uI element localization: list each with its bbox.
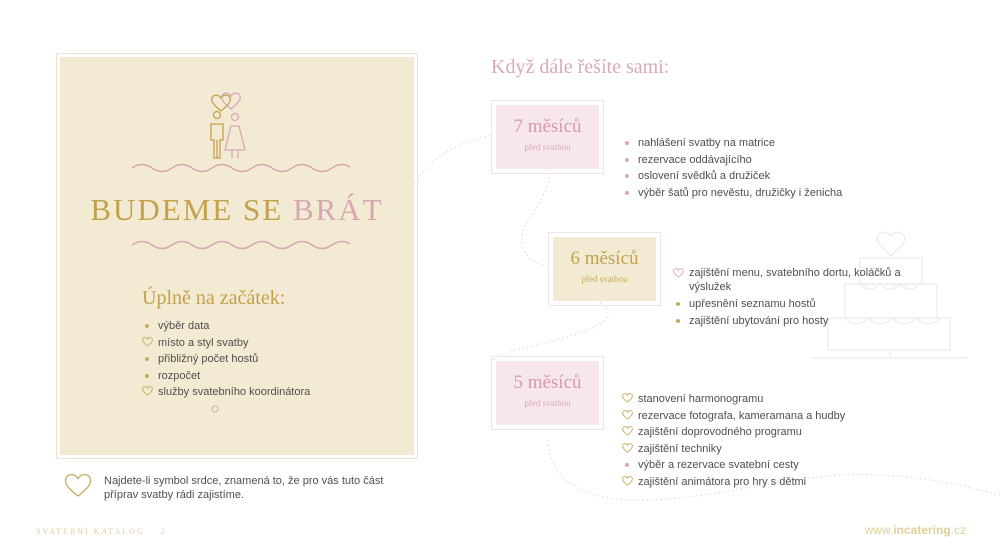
wave-divider-bottom: [130, 238, 350, 252]
stage-before: před svatbou: [524, 142, 571, 152]
timeline-heading: Když dále řešíte sami:: [491, 56, 670, 78]
list-item-text: zajištění techniky: [638, 442, 722, 455]
list-item-text: přibližný počet hostů: [158, 353, 259, 365]
list-item: [622, 424, 845, 441]
stage-months: 6 měsíců: [570, 248, 639, 269]
stage-6-list: [673, 266, 934, 329]
heart-icon: [622, 393, 633, 403]
list-item: [673, 266, 934, 294]
start-heading: Úplně na začátek:: [142, 287, 286, 309]
page-number: 2: [160, 527, 167, 536]
title-part-gold: BUDEME SE: [90, 192, 284, 227]
bullet-dot: [145, 374, 149, 378]
heart-note: Najdete-li symbol srdce, znamená to, že pro vás tuto část příprav svatby rádi zajistíme.: [104, 475, 384, 501]
stage-5-list: [622, 391, 845, 490]
website-prefix: www.: [864, 523, 894, 537]
website-suffix: .cz: [950, 523, 966, 537]
list-item-text: zajištění animátora pro hry s dětmi: [638, 475, 807, 488]
heart-icon: [622, 410, 633, 420]
stage-months: 5 měsíců: [513, 372, 582, 393]
bullet-dot: [625, 158, 629, 162]
list-item-text: nahlášení svatby na matrice: [638, 137, 775, 149]
list-item: [622, 474, 845, 491]
stage-box-7: [496, 105, 599, 169]
list-item-text: upřesnění seznamu hostů: [689, 298, 816, 310]
heart-icon: [622, 426, 633, 436]
list-item: [622, 135, 842, 152]
stage-before: před svatbou: [581, 274, 628, 284]
heart-icon: [142, 386, 153, 396]
catalog-label: SVATEBNÍ KATALOG: [36, 527, 145, 536]
list-item-text: stanovení harmonogramu: [638, 393, 764, 405]
list-item-text: zajištění menu, svatebního dortu, koláčků a výslužek: [689, 267, 901, 293]
stage-months: 7 měsíců: [513, 116, 582, 137]
stage-box-6: [553, 237, 656, 301]
list-item: [142, 318, 310, 335]
list-item-text: rezervace oddávajícího: [638, 153, 752, 166]
website-brand: incatering: [893, 523, 951, 537]
list-item-text: rozpočet: [158, 369, 201, 382]
list-item: [622, 185, 842, 202]
heart-icon: [622, 443, 633, 453]
heart-icon: [64, 473, 92, 498]
bullet-dot: [145, 357, 149, 361]
list-item: [142, 384, 310, 401]
list-item: [622, 408, 845, 425]
couple-icon: [203, 90, 249, 160]
list-item-text: výběr šatů pro nevěstu, družičky i ženicha: [638, 186, 843, 199]
list-item-text: výběr a rezervace svatební cesty: [638, 459, 799, 471]
title-part-pink: BRÁT: [292, 192, 384, 227]
heart-icon: [673, 268, 684, 278]
list-item: [673, 296, 934, 313]
list-item: [622, 441, 845, 458]
list-item: [142, 351, 310, 368]
list-item: [142, 368, 310, 385]
bullet-dot: [625, 174, 629, 178]
list-item: [673, 313, 934, 330]
start-list: [142, 318, 310, 401]
list-item-text: rezervace fotografa, kameramana a hudby: [638, 409, 846, 422]
main-title: [60, 190, 414, 230]
list-item: [622, 168, 842, 185]
list-item: [622, 391, 845, 408]
bullet-dot: [625, 191, 629, 195]
stage-box-5: [496, 361, 599, 425]
heart-icon: [142, 337, 153, 347]
bullet-dot: [676, 319, 680, 323]
footer-catalog: [36, 527, 167, 536]
wave-divider-top: [130, 161, 350, 175]
bullet-dot: [625, 463, 629, 467]
website-link[interactable]: [865, 523, 966, 537]
list-item: [142, 335, 310, 352]
list-item-text: zajištění ubytování pro hosty: [689, 314, 829, 327]
bullet-dot: [625, 141, 629, 145]
list-item-text: místo a styl svatby: [158, 336, 249, 349]
list-item: [622, 152, 842, 169]
bullet-dot: [145, 324, 149, 328]
bullet-dot: [676, 302, 680, 306]
heart-icon: [622, 476, 633, 486]
path-start-circle: [210, 404, 220, 414]
list-item: [622, 457, 845, 474]
list-item-text: výběr data: [158, 320, 210, 332]
list-item-text: oslovení svědků a družiček: [638, 170, 771, 182]
stage-before: před svatbou: [524, 398, 571, 408]
list-item-text: služby svatebního koordinátora: [158, 386, 311, 398]
stage-7-list: [622, 135, 842, 201]
list-item-text: zajištění doprovodného programu: [638, 426, 802, 438]
